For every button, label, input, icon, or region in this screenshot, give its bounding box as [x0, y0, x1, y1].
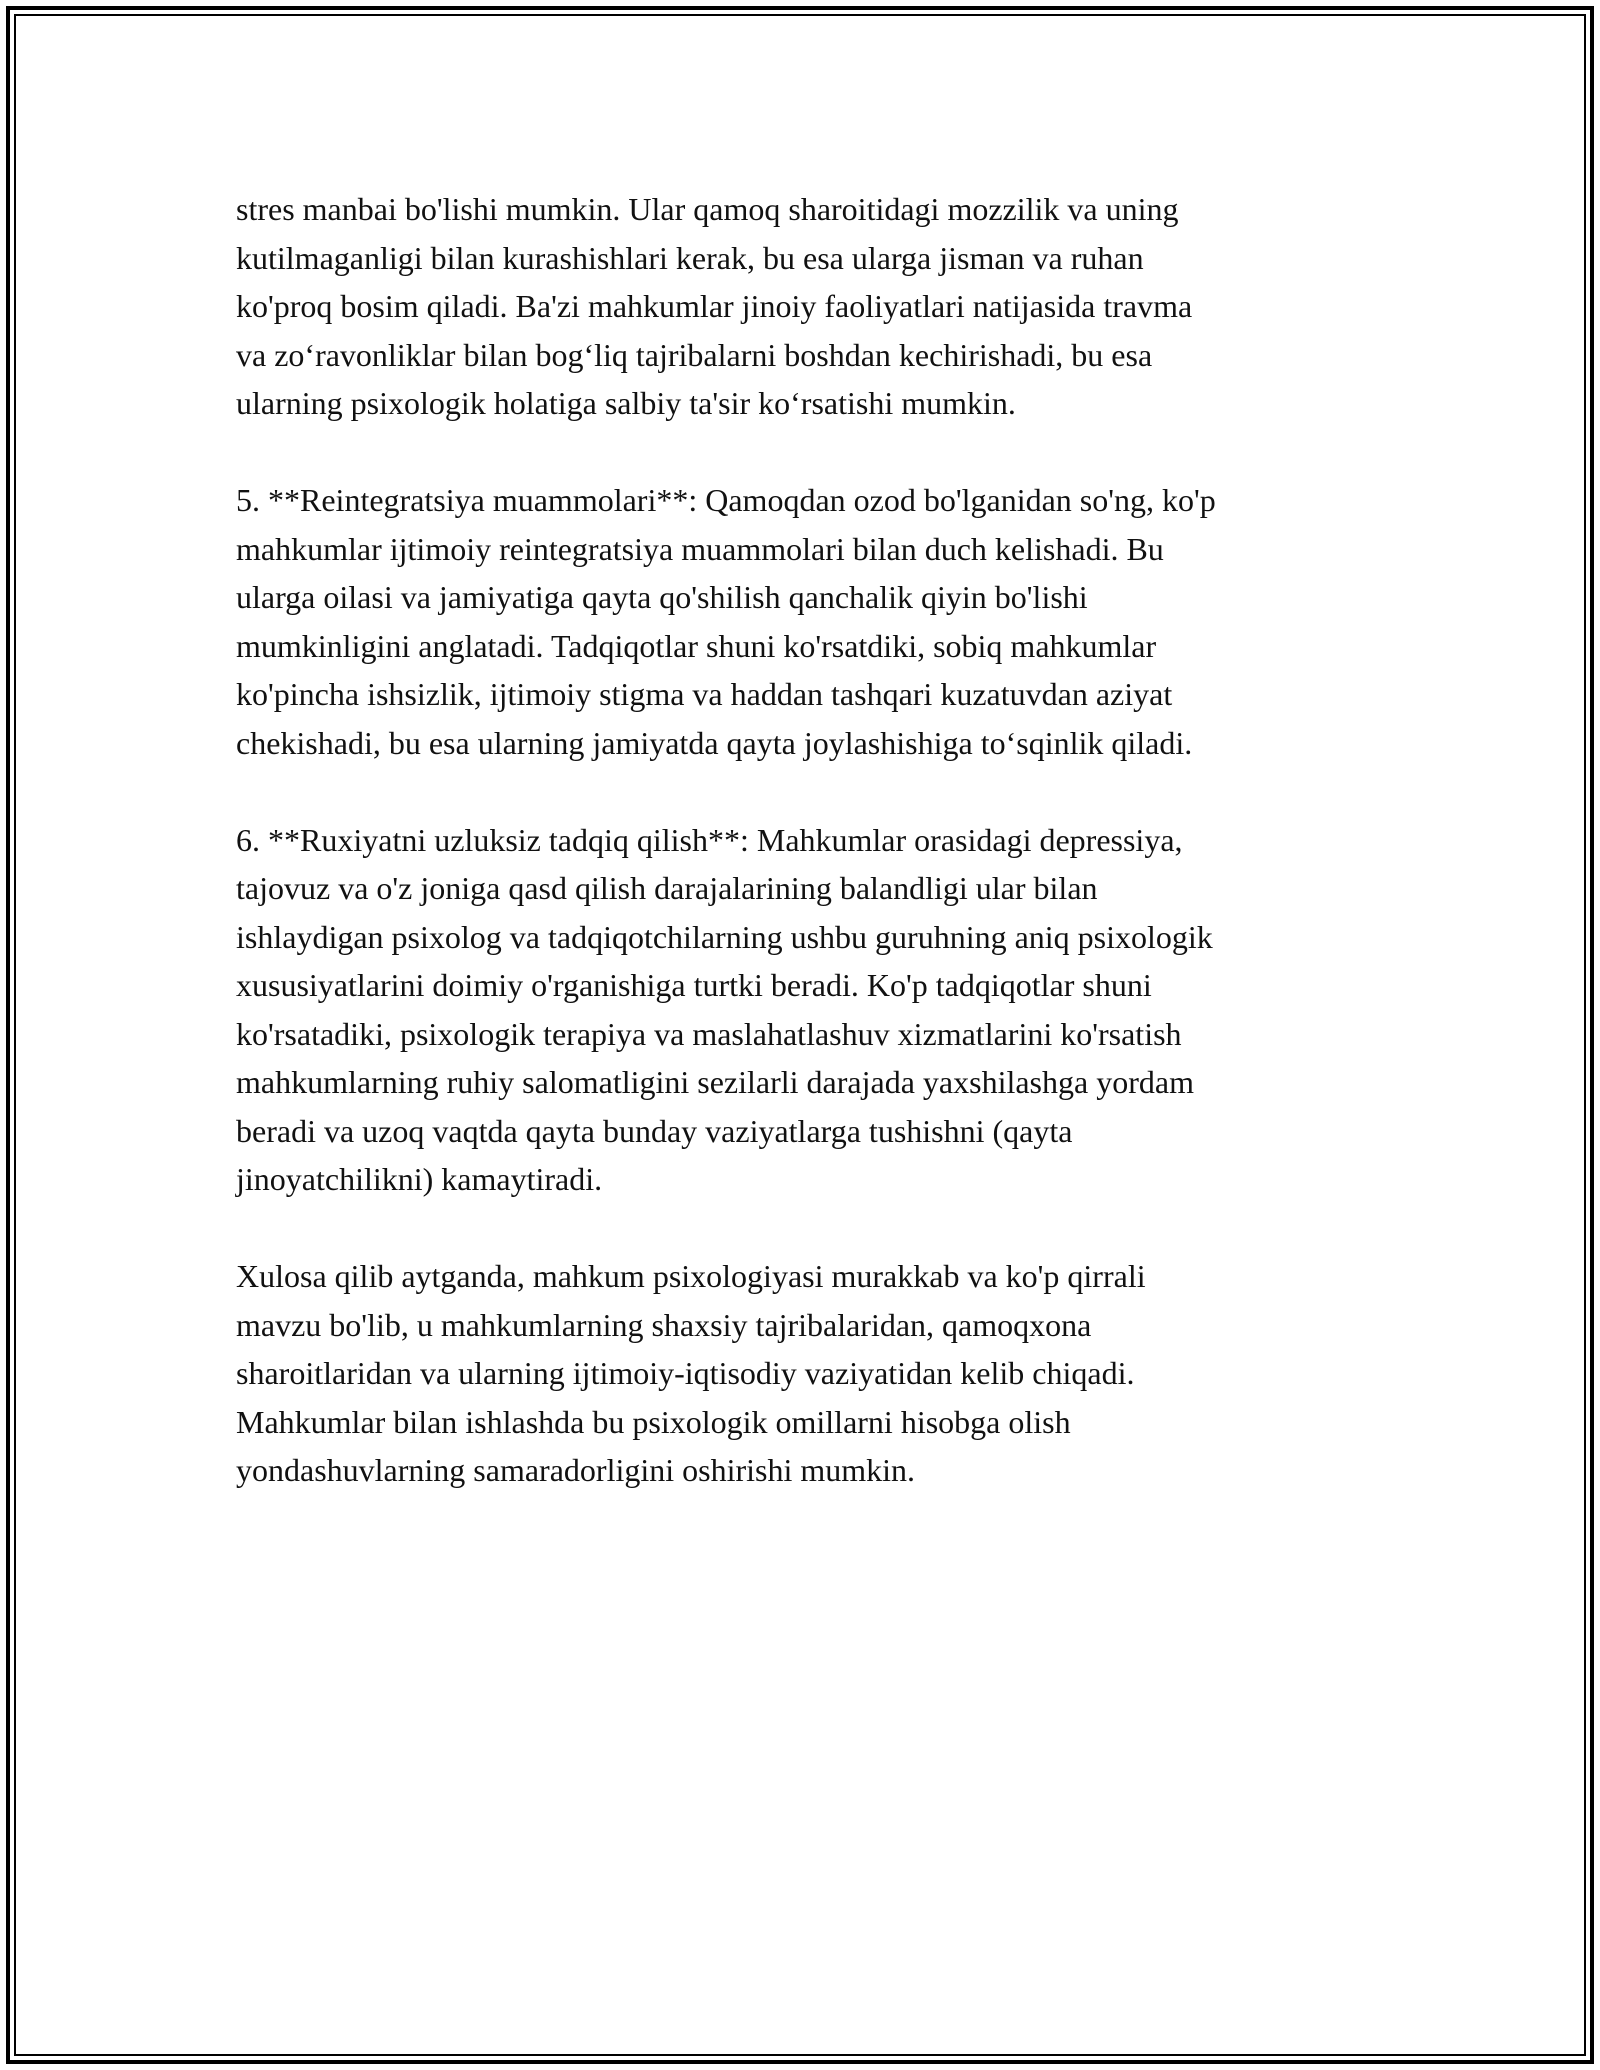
paragraph-reintegration-problems: 5. **Reintegratsiya muammolari**: Qamoqdan ozod bo'lganidan so'ng, ko'p mahkumlar ijtimoiy reintegratsiya muammolari bilan duch kelishadi. Bu ularga oilasi va jamiyatiga qayta qo'shilish qanchalik qiyin bo'lishi mumkinligini anglatadi. Tadqiqotlar shuni ko'rsatdiki, sobiq mahkumlar ko'pincha ishsizlik, ijtimoiy stigma va haddan tashqari kuzatuvdan aziyat chekishadi, bu esa ularning jamiyatda qayta joylashishiga to‘sqinlik qiladi. — [236, 482, 1216, 761]
paragraph-continuous-research: 6. **Ruxiyatni uzluksiz tadqiq qilish**: Mahkumlar orasidagi depressiya, tajovuz va o'z joniga qasd qilish darajalarining balandligi ular bilan ishlaydigan psixolog va tadqiqotchilarning ushbu guruhning aniq psixologik xususiyatlarini doimiy o'rganishiga turtki beradi. Ko'p tadqiqotlar shuni ko'rsatadiki, psixologik terapiya va maslahatlashuv xizmatlarini ko'rsatish mahkumlarning ruhiy salomatligini sezilarli darajada yaxshilashga yordam beradi va uzoq vaqtda qayta bunday vaziyatlarga tushishni (qayta jinoyatchilikni) kamaytiradi. — [236, 821, 1213, 1197]
paragraph-conclusion: Xulosa qilib aytganda, mahkum psixologiyasi murakkab va ko'p qirrali mavzu bo'lib, u mahkumlarning shaxsiy tajribalaridan, qamoqxona sharoitlaridan va ularning ijtimoiy-iqtisodiy vaziyatidan kelib chiqadi. Mahkumlar bilan ishlashda bu psixologik omillarni hisobga olish yondashuvlarning samaradorligini oshirishi mumkin. — [236, 1258, 1146, 1488]
document-body — [236, 185, 1386, 1543]
paragraph-stress-sources: stres manbai bo'lishi mumkin. Ular qamoq sharoitidagi mozzilik va uning kutilmaganligi bilan kurashishlari kerak, bu esa ularga jisman va ruhan ko'proq bosim qiladi. Ba'zi mahkumlar jinoiy faoliyatlari natijasida travma va zo‘ravonliklar bilan bog‘liq tajribalarni boshdan kechirishadi, bu esa ularning psixologik holatiga salbiy ta'sir ko‘rsatishi mumkin. — [236, 191, 1193, 421]
